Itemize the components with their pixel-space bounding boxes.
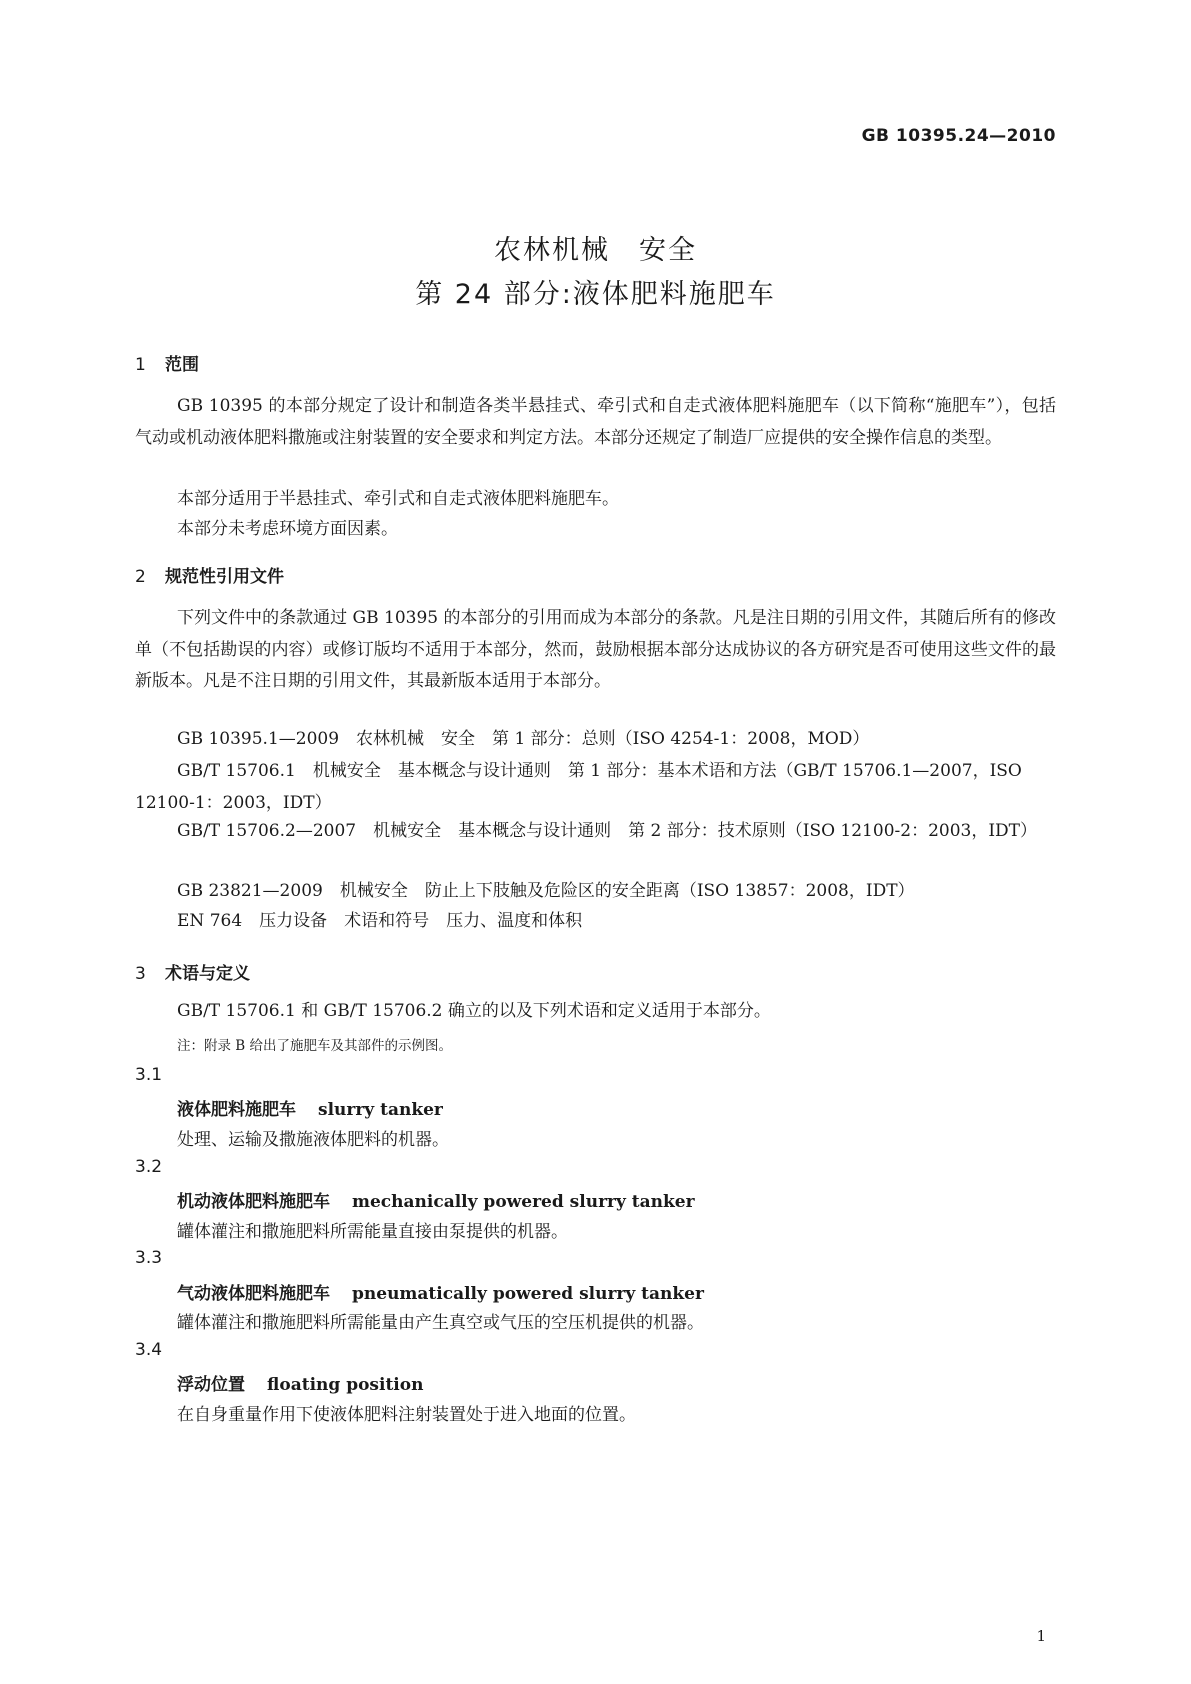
section-number: 3 [135,964,146,984]
section-3-heading [135,959,250,984]
term-en: floating position [267,1375,424,1395]
paragraph: GB/T 15706.1 和 GB/T 15706.2 确立的以及下列术语和定义适用于本部分。 [177,1001,771,1021]
section-number: 1 [135,355,146,375]
term-en: pneumatically powered slurry tanker [352,1284,704,1304]
reference-item: GB 10395.1—2009 农林机械 安全 第 1 部分：总则（ISO 4254-1：2008，MOD） [177,729,870,749]
reference-item: EN 764 压力设备 术语和符号 压力、温度和体积 [177,911,583,931]
term-number: 3.4 [135,1340,163,1360]
document-title-line1: 农林机械 安全 [494,235,697,266]
term-zh: 气动液体肥料施肥车 [177,1284,330,1304]
term-definition: 罐体灌注和撒施肥料所需能量直接由泵提供的机器。 [177,1222,568,1242]
document-title-line2: 第 24 部分:液体肥料施肥车 [415,279,776,310]
term-en: mechanically powered slurry tanker [352,1192,695,1212]
reference-item: GB 23821—2009 机械安全 防止上下肢触及危险区的安全距离（ISO 13857：2008，IDT） [177,881,915,901]
paragraph: GB 10395 的本部分规定了设计和制造各类半悬挂式、牵引式和自走式液体肥料施肥车（以下简称“施肥车”），包括气动或机动液体肥料撒施或注射装置的安全要求和判定方法。本部分还规定了制造厂应提供的安全操作信息的类型。 [135,396,1056,448]
term-entry [177,1187,695,1212]
paragraph: 本部分适用于半悬挂式、牵引式和自走式液体肥料施肥车。 [177,489,619,509]
section-number: 2 [135,567,146,587]
paragraph: 本部分未考虑环境方面因素。 [177,519,398,539]
reference-item: GB/T 15706.2—2007 机械安全 基本概念与设计通则 第 2 部分：技术原则（ISO 12100-2：2003，IDT） [177,821,1038,841]
term-zh: 机动液体肥料施肥车 [177,1192,330,1212]
term-entry [177,1370,423,1395]
term-number: 3.1 [135,1065,163,1085]
term-entry [177,1095,443,1120]
term-number: 3.3 [135,1248,163,1268]
note: 注：附录 B 给出了施肥车及其部件的示例图。 [177,1038,453,1054]
term-zh: 液体肥料施肥车 [177,1100,296,1120]
term-definition: 处理、运输及撒施液体肥料的机器。 [177,1130,449,1150]
term-definition: 罐体灌注和撒施肥料所需能量由产生真空或气压的空压机提供的机器。 [177,1313,704,1333]
section-title: 术语与定义 [165,964,250,984]
term-number: 3.2 [135,1157,163,1177]
section-title: 范围 [165,355,199,375]
page-number: 1 [1036,1627,1046,1645]
section-2-heading [135,562,284,587]
section-title: 规范性引用文件 [165,567,284,587]
paragraph: 下列文件中的条款通过 GB 10395 的本部分的引用而成为本部分的条款。凡是注日期的引用文件，其随后所有的修改单（不包括勘误的内容）或修订版均不适用于本部分，然而，鼓励根据本部分达成协议的各方研究是否可使用这些文件的最新版本。凡是不注日期的引用文件，其最新版本适用于本部分。 [135,608,1056,691]
section-1-heading [135,350,199,375]
standard-number: GB 10395.24—2010 [861,126,1056,146]
term-entry [177,1279,704,1304]
term-zh: 浮动位置 [177,1375,245,1395]
term-en: slurry tanker [318,1100,443,1120]
term-definition: 在自身重量作用下使液体肥料注射装置处于进入地面的位置。 [177,1405,636,1425]
reference-item: GB/T 15706.1 机械安全 基本概念与设计通则 第 1 部分：基本术语和方法（GB/T 15706.1—2007，ISO 12100-1：2003，IDT） [135,761,1022,813]
